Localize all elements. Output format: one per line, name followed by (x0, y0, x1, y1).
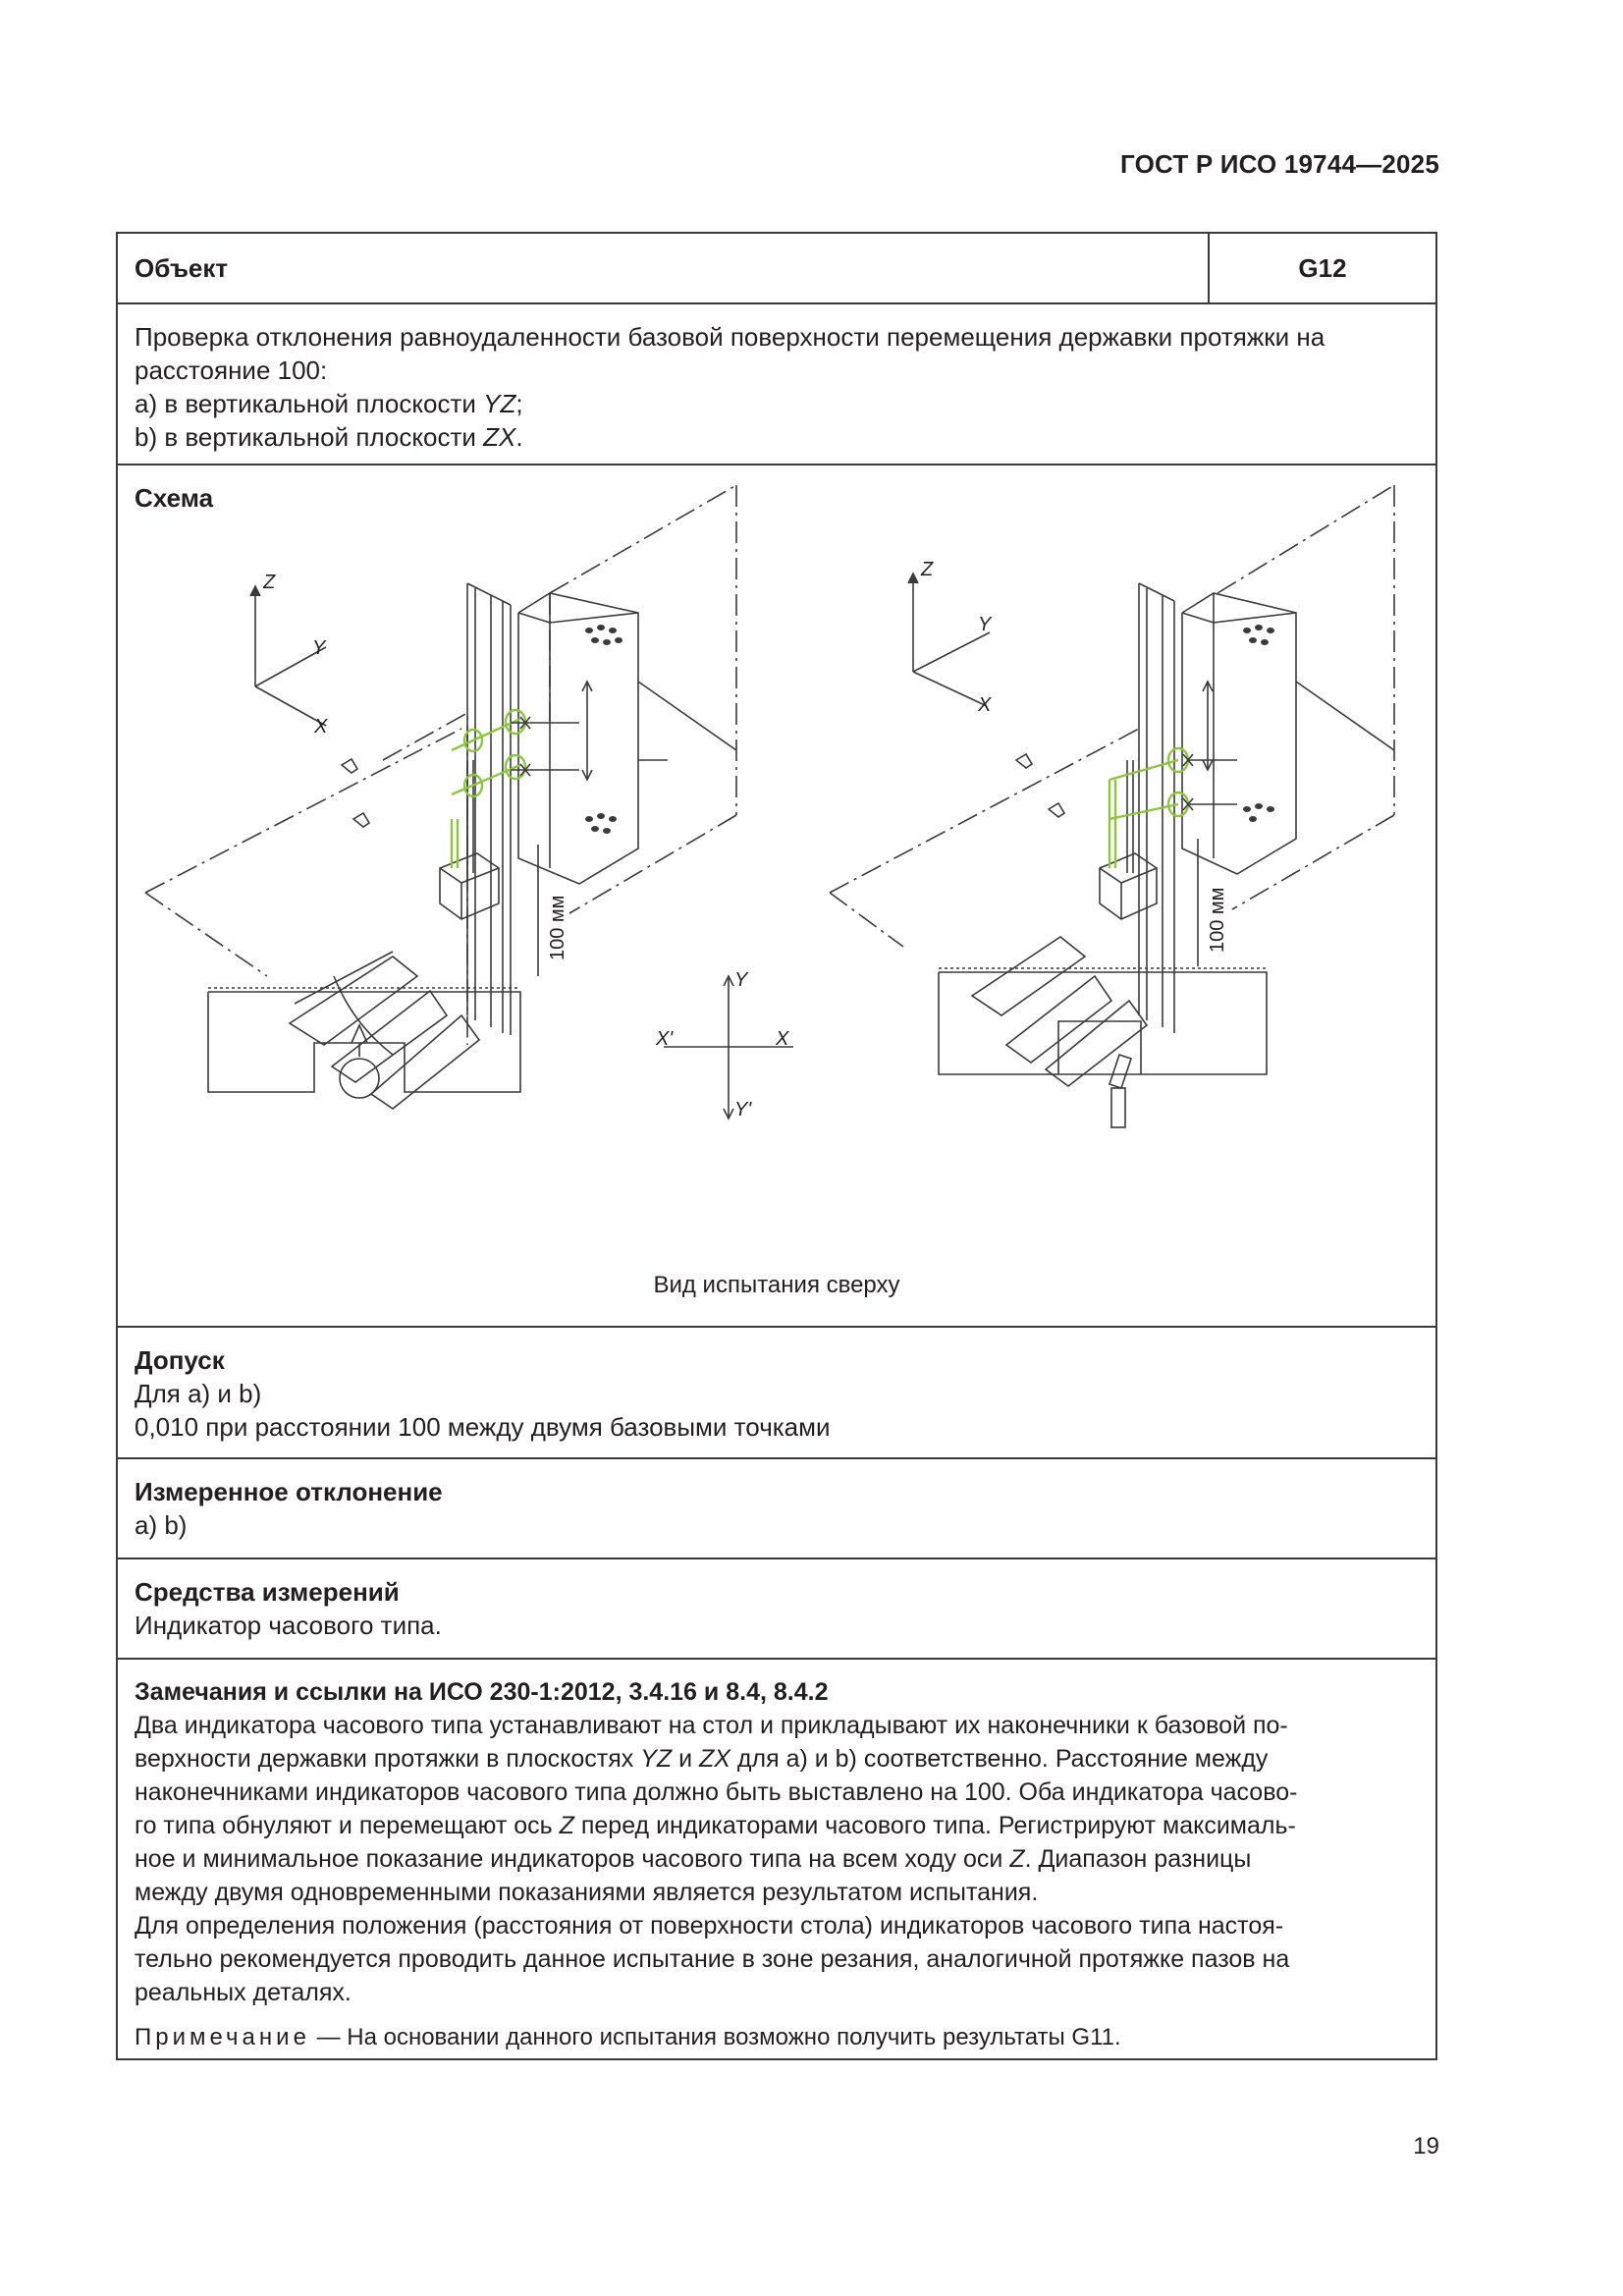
axis-x-line (913, 672, 987, 706)
instruments-text (135, 1575, 1422, 1642)
description-line: Проверка отклонения равноудаленности базовой поверхности перемещения державки протяжки на (135, 322, 1325, 352)
note-text: — На основании данного испытания возможно получить результаты G11. (309, 2024, 1121, 2050)
item-b-text: b) в вертикальной плоскости (135, 422, 484, 452)
top-view-right (939, 968, 1267, 1127)
scheme-caption: Вид испытания сверху (653, 1272, 900, 1298)
instruments-section (118, 1559, 1435, 1658)
dimension-label-right: 100 мм (1207, 887, 1228, 953)
scheme-label: Схема (135, 483, 214, 513)
axis-y-label: Y (312, 637, 326, 659)
description-line: расстояние 100: (135, 355, 328, 385)
measured-label: Измеренное отклонение (135, 1477, 443, 1506)
remarks-line: верхности державки протяжки в плоскостях YZ и ZX для а) и b) соответственно. Расстояние между (135, 1745, 1269, 1773)
description-text (135, 320, 1422, 454)
remarks-line: Для определения положения (расстояния от поверхности стола) индикаторов часового типа настоя- (135, 1912, 1284, 1940)
top-axis-y-label: Y (734, 969, 748, 991)
tolerance-text (135, 1343, 1422, 1444)
right-isometric-view (830, 485, 1394, 1086)
dimension-label-left: 100 мм (547, 895, 568, 960)
scheme-section (118, 465, 1435, 1326)
remarks-line: ное и минимальное показание индикаторов часового типа на всем ходу оси Z. Диапазон разницы (135, 1845, 1252, 1873)
top-view-left (208, 988, 520, 1098)
remarks-line: го типа обнуляют и перемещают ось Z перед индикаторами часового типа. Регистрируют максималь- (135, 1812, 1296, 1839)
object-row (118, 234, 1435, 302)
remarks-line: тельно рекомендуется проводить данное испытание в зоне резания, аналогичной протяжке пазов на (135, 1945, 1290, 1973)
axis-z-label: Z (263, 572, 276, 593)
object-description (118, 304, 1435, 464)
instruments-label: Средства измерений (135, 1577, 400, 1607)
axis-y-label: Y (978, 614, 992, 635)
tolerance-line: 0,010 при расстоянии 100 между двумя базовыми точками (135, 1412, 831, 1442)
remarks-label: Замечания и ссылки на ИСО 230-1:2012, 3.4.16 и 8.4, 8.4.2 (135, 1678, 829, 1706)
remarks-section (118, 1660, 1435, 2060)
remarks-line: наконечниками индикаторов часового типа должно быть выставлено на 100. Оба индикатора часово- (135, 1778, 1298, 1806)
measured-value: а) b) (135, 1510, 188, 1540)
item-a-plane: YZ (483, 389, 516, 418)
axis-x-label: X (314, 716, 328, 738)
remarks-text (135, 1675, 1422, 2054)
axis-y-line (913, 632, 990, 672)
remarks-line: между двумя одновременными показаниями является результатом испытания. (135, 1879, 1039, 1906)
remarks-line: реальных деталях. (135, 1979, 352, 2006)
top-axis-x-label: X (776, 1028, 789, 1050)
axis-x-label: X (978, 694, 992, 716)
top-view-axes (664, 976, 793, 1119)
scheme-drawing (118, 465, 1435, 1326)
test-card-table (116, 232, 1437, 2060)
standard-header: ГОСТ Р ИСО 19744—2025 (1119, 149, 1439, 179)
top-axis-x-neg-label: X' (656, 1028, 674, 1050)
measured-section (118, 1459, 1435, 1558)
axis-z-label: Z (921, 559, 934, 580)
instruments-value: Индикатор часового типа. (135, 1611, 442, 1640)
tolerance-label: Допуск (135, 1345, 225, 1375)
item-b-plane: ZX (483, 422, 516, 452)
item-a-suffix: ; (515, 389, 523, 418)
item-a (135, 387, 1422, 420)
page-number: 19 (1413, 2133, 1439, 2159)
tolerance-section (118, 1328, 1435, 1457)
object-label: Объект (135, 253, 229, 283)
item-b-suffix: . (515, 422, 523, 452)
item-b (135, 420, 1422, 454)
remarks-note (135, 2021, 1422, 2054)
left-isometric-view (145, 485, 736, 1109)
object-code-cell (1208, 234, 1435, 302)
item-a-text: а) в вертикальной плоскости (135, 389, 484, 418)
object-code: G12 (1298, 253, 1347, 283)
tolerance-line: Для а) и b) (135, 1379, 262, 1408)
note-label: Примечание (135, 2024, 310, 2050)
remarks-line: Два индикатора часового типа устанавливают на стол и прикладывают их наконечники к базовой по- (135, 1712, 1288, 1739)
top-axis-y-neg-label: Y' (734, 1099, 752, 1121)
measured-text (135, 1475, 1422, 1542)
